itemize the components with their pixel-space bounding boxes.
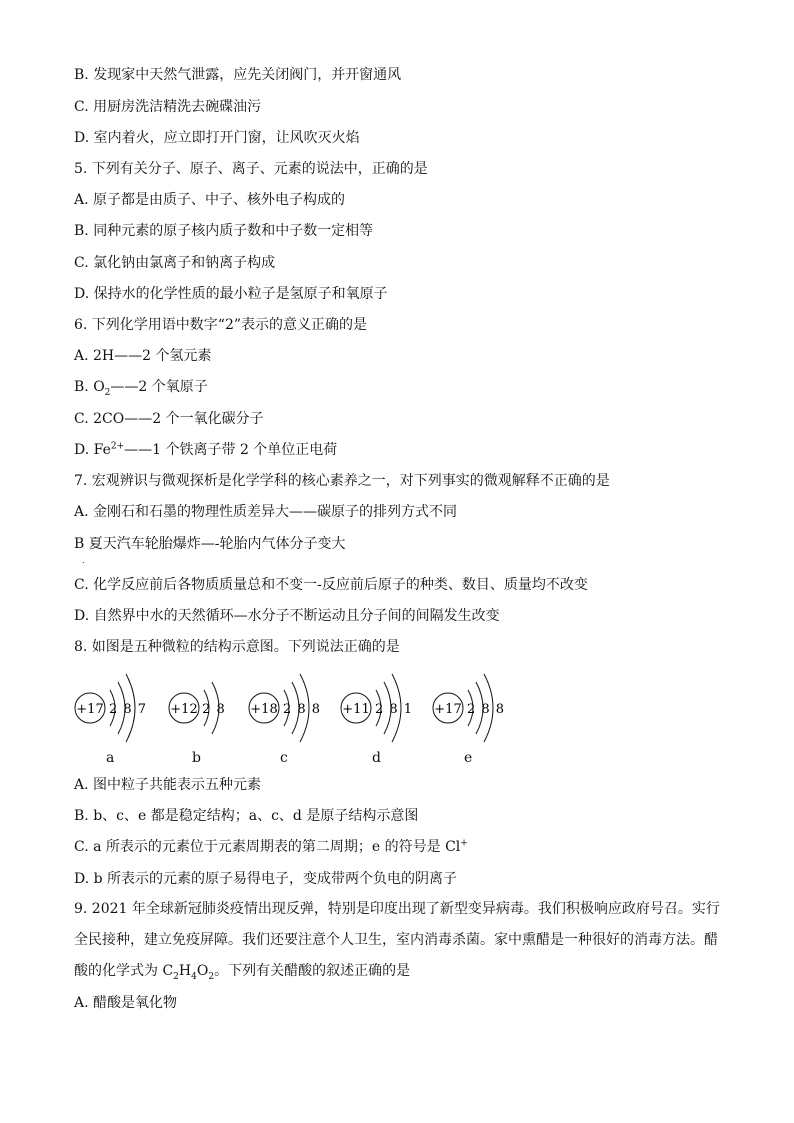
formula-h: H bbox=[178, 963, 192, 979]
question-7: 7. 宏观辨识与微观探析是化学学科的核心素养之一，对下列事实的微观解释不正确的是 bbox=[74, 473, 610, 489]
option-5a: A. 原子都是由质子、中子、核外电子构成的 bbox=[74, 192, 346, 208]
option-8a: A. 图中粒子共能表示五种元素 bbox=[74, 777, 262, 793]
atom-e-shells: 2 8 8 bbox=[466, 702, 506, 717]
option-6d-superscript: 2+ bbox=[110, 441, 125, 452]
atom-e-nucleus: +17 bbox=[434, 702, 462, 717]
atom-diagram-b bbox=[166, 664, 256, 774]
option-8c bbox=[74, 838, 468, 856]
atom-b-nucleus: +12 bbox=[170, 702, 198, 717]
option-6b-text: ——2 个氧原子 bbox=[110, 379, 208, 395]
atom-b-shape bbox=[166, 664, 256, 744]
atom-diagram-a bbox=[72, 664, 162, 774]
atom-a-shells: 2 8 7 bbox=[108, 702, 148, 717]
formula-sub-3: 2 bbox=[208, 971, 215, 982]
option-6d-text: ——1 个铁离子带 2 个单位正电荷 bbox=[124, 442, 338, 458]
atom-b-label: b bbox=[192, 750, 201, 766]
atom-diagram-d bbox=[338, 664, 428, 774]
atom-a-shape bbox=[72, 664, 162, 744]
question-6: 6. 下列化学用语中数字“2”表示的意义正确的是 bbox=[74, 317, 368, 333]
atom-c-nucleus: +18 bbox=[250, 702, 278, 717]
option-5c: C. 氯化钠由氯离子和钠离子构成 bbox=[74, 255, 276, 271]
formula-sub-2: 4 bbox=[191, 971, 197, 982]
atom-b-shells: 2 8 bbox=[202, 702, 226, 717]
atom-c-shells: 2 8 8 bbox=[282, 702, 322, 717]
option-7d: D. 自然界中水的天然循环—水分子不断运动且分子间的间隔发生改变 bbox=[74, 608, 500, 624]
stray-dot: . bbox=[82, 556, 85, 565]
atom-e-label: e bbox=[464, 750, 473, 766]
question-5: 5. 下列有关分子、原子、离子、元素的说法中，正确的是 bbox=[74, 161, 428, 177]
option-7c: C. 化学反应前后各物质质量总和不变一-反应前后原子的种类、数目、质量均不改变 bbox=[74, 577, 588, 593]
atom-a-label: a bbox=[106, 750, 115, 766]
atom-d-nucleus: +11 bbox=[342, 702, 370, 717]
formula-sub-1: 2 bbox=[173, 971, 179, 982]
atomic-structure-diagrams bbox=[70, 664, 550, 774]
question-9-tail: 。下列有关醋酸的叙述正确的是 bbox=[214, 963, 411, 979]
atom-a-nucleus: +17 bbox=[76, 702, 104, 717]
atom-d-shells: 2 8 1 bbox=[374, 702, 414, 717]
question-9 bbox=[74, 894, 722, 987]
option-6d-prefix: D. Fe bbox=[74, 442, 111, 458]
option-4b: B. 发现家中天然气泄露，应先关闭阀门，并开窗通风 bbox=[74, 67, 402, 83]
atom-e-shape bbox=[430, 664, 520, 744]
option-8c-text: C. a 所表示的元素位于元素周期表的第二周期；e 的符号是 Cl bbox=[74, 839, 461, 855]
option-6c: C. 2CO——2 个一氧化碳分子 bbox=[74, 411, 264, 427]
option-6a: A. 2H——2 个氢元素 bbox=[74, 348, 212, 364]
atom-diagram-e bbox=[430, 664, 520, 774]
question-9-text: 9. 2021 年全球新冠肺炎疫情出现反弹，特别是印度出现了新型变异病毒。我们积极响应政府号召。实行全民接种，建立免疫屏障。我们还要注意个人卫生，室内消毒杀菌。家中熏醋是一种很好的消毒方法。醋酸的化学式为 C bbox=[74, 901, 720, 979]
option-4d: D. 室内着火，应立即打开门窗，让风吹灭火焰 bbox=[74, 130, 360, 146]
option-8b: B. b、c、e 都是稳定结构；a、c、d 是原子结构示意图 bbox=[74, 808, 419, 824]
option-7a: A. 金刚石和石墨的物理性质差异大——碳原子的排列方式不同 bbox=[74, 504, 458, 520]
option-6b-prefix: B. O bbox=[74, 379, 105, 395]
option-5d: D. 保持水的化学性质的最小粒子是氢原子和氧原子 bbox=[74, 286, 388, 302]
option-7b: B 夏天汽车轮胎爆炸—-轮胎内气体分子变大 bbox=[74, 536, 346, 552]
option-6b bbox=[74, 378, 208, 396]
option-9a: A. 醋酸是氧化物 bbox=[74, 995, 178, 1011]
option-4c: C. 用厨房洗洁精洗去碗碟油污 bbox=[74, 99, 262, 115]
option-8d: D. b 所表示的元素的原子易得电子，变成带两个负电的阴离子 bbox=[74, 871, 458, 887]
option-6d bbox=[74, 441, 337, 459]
formula-o: O bbox=[196, 963, 209, 979]
option-6b-subscript: 2 bbox=[104, 387, 111, 398]
question-8: 8. 如图是五种微粒的结构示意图。下列说法正确的是 bbox=[74, 639, 400, 655]
atom-d-label: d bbox=[372, 750, 381, 766]
atom-diagram-c bbox=[246, 664, 336, 774]
option-8c-superscript: + bbox=[460, 838, 468, 849]
atom-c-label: c bbox=[280, 750, 288, 766]
atom-c-shape bbox=[246, 664, 336, 744]
atom-d-shape bbox=[338, 664, 428, 744]
option-5b: B. 同种元素的原子核内质子数和中子数一定相等 bbox=[74, 223, 374, 239]
